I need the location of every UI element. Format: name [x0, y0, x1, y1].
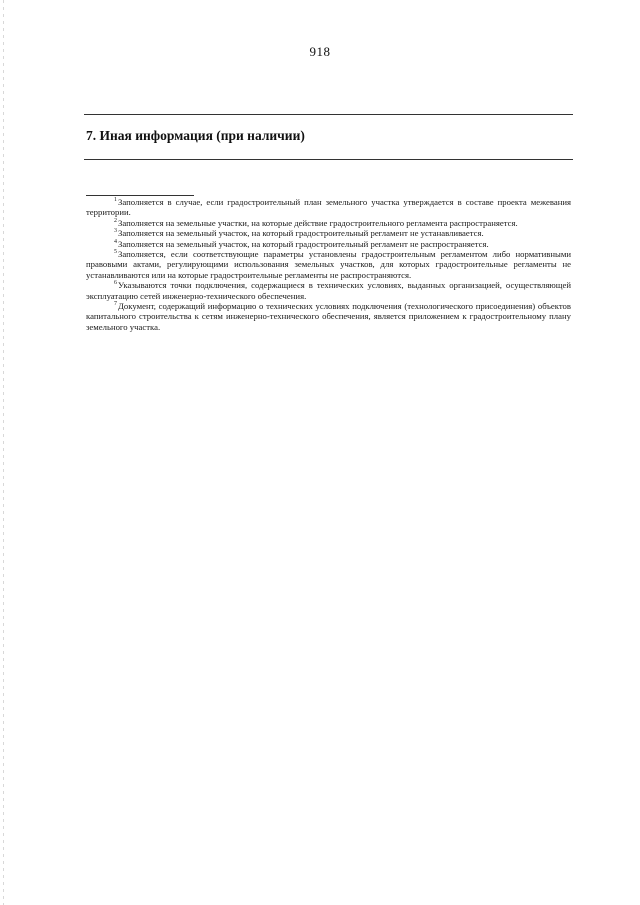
footnote-5 — [86, 249, 571, 280]
footnotes — [86, 197, 571, 332]
footnote-mark: 7 — [114, 301, 117, 308]
section-bottom-rule — [84, 159, 573, 160]
footnote-text: Документ, содержащий информацию о технических условиях подключения (технологического присоединения) объектов капитального строительства к сетям инженерно-технического обеспечения, является приложением к градостроительному плану земельного участка. — [86, 301, 571, 332]
footnote-mark: 4 — [114, 238, 117, 245]
footnote-mark: 6 — [114, 280, 117, 287]
footnote-mark: 5 — [114, 249, 117, 256]
footnote-mark: 1 — [114, 197, 117, 204]
footnote-mark: 3 — [114, 228, 117, 235]
section-top-rule — [84, 114, 573, 115]
footnote-text: Заполняется в случае, если градостроительный план земельного участка утверждается в составе проекта межевания территории. — [86, 197, 571, 218]
footnote-7 — [86, 301, 571, 332]
footnote-text: Заполняется на земельные участки, на которые действие градостроительного регламента распространяется. — [118, 217, 518, 228]
footnote-mark: 2 — [114, 217, 117, 224]
footnote-6 — [86, 280, 571, 301]
section-title: 7. Иная информация (при наличии) — [86, 128, 305, 143]
scan-edge-artifact — [3, 0, 4, 905]
footnote-3 — [86, 228, 571, 238]
page-number: 918 — [309, 44, 331, 59]
footnote-text: Указываются точки подключения, содержащиеся в технических условиях, выданных организацией, осуществляющей эксплуатацию сетей инженерно-технического обеспечения. — [86, 280, 571, 301]
footnote-1 — [86, 197, 571, 218]
footnote-text: Заполняется на земельный участок, на который градостроительный регламент не устанавливается. — [118, 228, 484, 239]
footnote-4 — [86, 239, 571, 249]
footnote-separator — [86, 195, 194, 196]
footnote-2 — [86, 218, 571, 228]
footnote-text: Заполняется на земельный участок, на который градостроительный регламент не распространяется. — [118, 238, 489, 249]
footnote-text: Заполняется, если соответствующие параметры установлены градостроительным регламентом либо нормативными правовыми актами, регулирующими использования земельных участков, для которых градостроительные регламенты не устанавливаются или на которые градостроительные регламенты не распространяются. — [86, 249, 571, 280]
